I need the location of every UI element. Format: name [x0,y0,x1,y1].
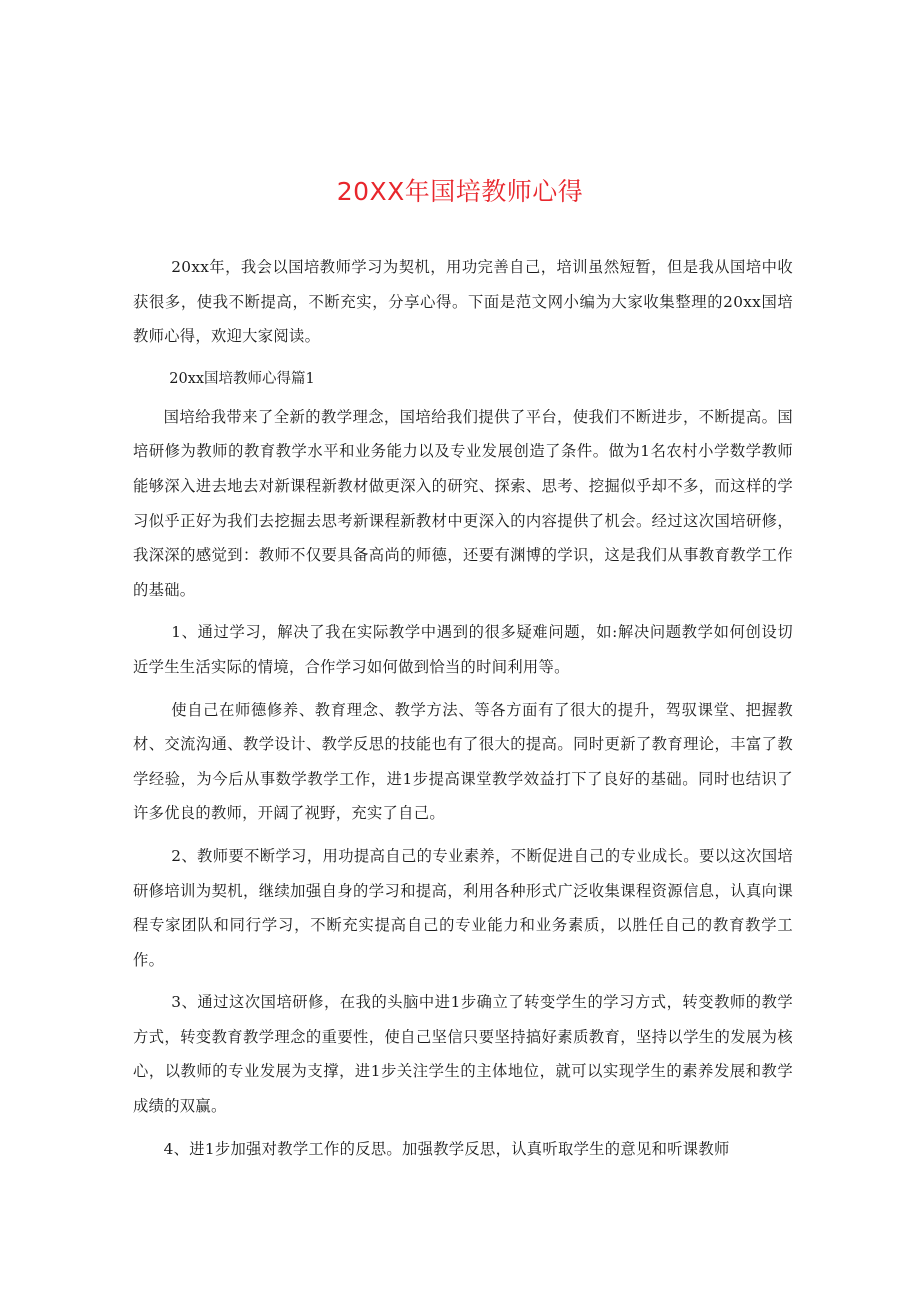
body-paragraph-3: 使自己在师德修养、教育理念、教学方法、等各方面有了很大的提升，驾驭课堂、把握教材、交流沟通、教学设计、教学反思的技能也有了很大的提高。同时更新了教育理论，丰富了教学经验，为今后从事数学教学工作，进1步提高课堂教学效益打下了良好的基础。同时也结识了许多优良的教师，开阔了视野，充实了自己。 [133,700,793,823]
body-paragraph-6: 4、进1步加强对教学工作的反思。加强教学反思，认真听取学生的意见和听课教师 [163,1139,730,1158]
section-heading: 20xx国培教师心得篇1 [169,370,315,387]
body-paragraph-2: 1、通过学习，解决了我在实际教学中遇到的很多疑难问题，如:解决问题教学如何创设切近学生生活实际的情境，合作学习如何做到恰当的时间利用等。 [133,623,793,676]
body-paragraph-4: 2、教师要不断学习，用功提高自己的专业素养，不断促进自己的专业成长。要以这次国培研修培训为契机，继续加强自身的学习和提高，利用各种形式广泛收集课程资源信息，认真向课程专家团队和同行学习，不断充实提高自己的专业能力和业务素质，以胜任自己的教育教学工作。 [133,846,793,969]
document-body [133,250,793,1174]
body-paragraph-5: 3、通过这次国培研修，在我的头脑中进1步确立了转变学生的学习方式，转变教师的教学方式，转变教育教学理念的重要性，使自己坚信只要坚持搞好素质教育，坚持以学生的发展为核心，以教师的专业发展为支撑，进1步关注学生的主体地位，就可以实现学生的素养发展和教学成绩的双赢。 [133,993,793,1116]
intro-paragraph: 20xx年，我会以国培教师学习为契机，用功完善自己，培训虽然短暂，但是我从国培中收获很多，使我不断提高，不断充实，分享心得。下面是范文网小编为大家收集整理的20xx国培教师心得，欢迎大家阅读。 [133,258,793,346]
body-paragraph-1: 国培给我带来了全新的教学理念，国培给我们提供了平台，使我们不断进步，不断提高。国培研修为教师的教育教学水平和业务能力以及专业发展创造了条件。做为1名农村小学数学教师能够深入进去地去对新课程新教材做更深入的研究、探索、思考、挖掘似乎却不多，而这样的学习似乎正好为我们去挖掘去思考新课程新教材中更深入的内容提供了机会。经过这次国培研修，我深深的感觉到：教师不仅要具备高尚的师德，还要有渊博的学识，这是我们从事教育教学工作的基础。 [133,407,793,599]
document-title: 20XX年国培教师心得 [336,177,584,206]
